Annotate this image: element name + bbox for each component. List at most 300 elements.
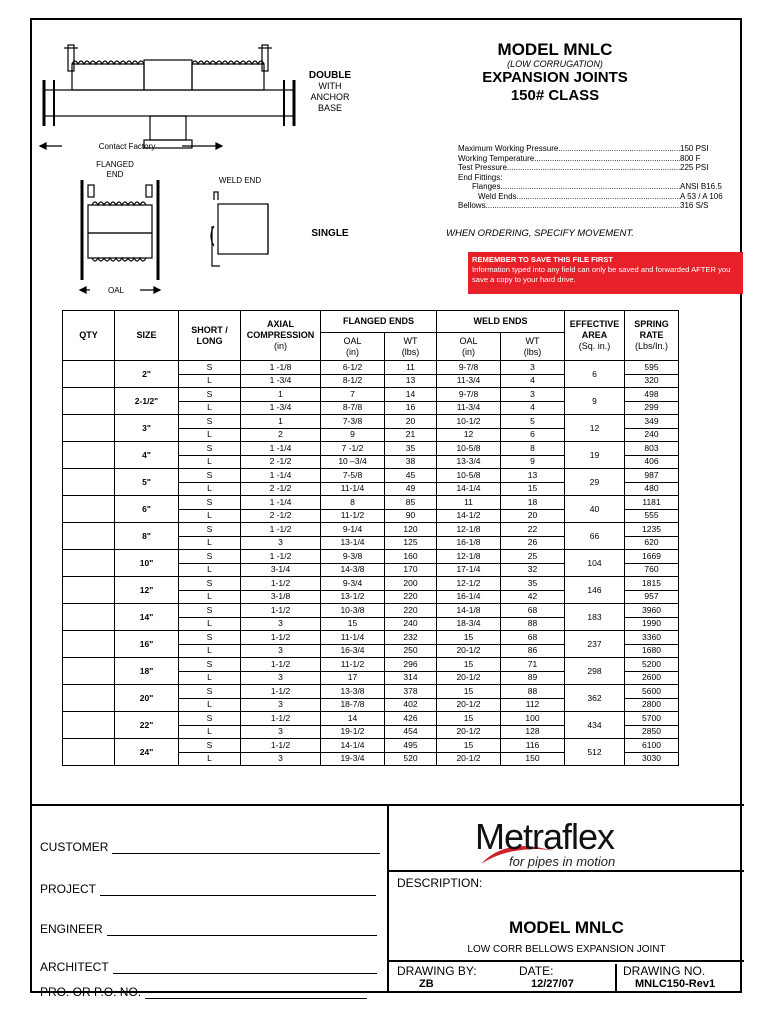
weld-wt-cell: 86 (501, 644, 565, 658)
end-text: END (106, 170, 124, 179)
flanged-oal-cell: 16-3/4 (321, 644, 385, 658)
flanged-wt-cell: 200 (385, 577, 437, 591)
area-cell: 362 (565, 685, 625, 712)
flanged-wt-cell: 160 (385, 550, 437, 564)
weld-oal-cell: 10-5/8 (437, 442, 501, 456)
qty-cell (63, 415, 115, 442)
spec-label: Working Temperature (458, 153, 535, 163)
engineer-field (40, 922, 377, 936)
axial-cell: 3 (241, 725, 321, 739)
flanged-oal-cell: 9 (321, 428, 385, 442)
spec-row (458, 201, 738, 211)
description-text: LOW CORR BELLOWS EXPANSION JOINT (467, 944, 666, 955)
flanged-wt-cell: 378 (385, 685, 437, 699)
weld-wt-cell: 128 (501, 725, 565, 739)
size-cell: 22" (115, 712, 179, 739)
description-block (389, 874, 744, 962)
weld-oal-cell: 15 (437, 712, 501, 726)
short-long-cell: L (179, 536, 241, 550)
table-row (63, 388, 679, 402)
flanged-oal-cell: 7-5/8 (321, 469, 385, 483)
oal-unit: (in) (462, 346, 475, 357)
customer-field (40, 840, 380, 854)
weld-wt-cell: 13 (501, 469, 565, 483)
spring-rate-cell: 5200 (625, 658, 679, 672)
weld-wt-cell: 26 (501, 536, 565, 550)
size-cell: 2" (115, 361, 179, 388)
short-long-cell: S (179, 712, 241, 726)
spring-rate-cell: 987 (625, 469, 679, 483)
short-long-cell: L (179, 752, 241, 766)
project-input[interactable] (100, 884, 376, 896)
flanged-wt-cell: 13 (385, 374, 437, 388)
weld-oal-cell: 10-5/8 (437, 469, 501, 483)
axial-cell: 1 (241, 415, 321, 429)
flanged-oal-cell: 14-3/8 (321, 563, 385, 577)
flanged-wt-cell: 20 (385, 415, 437, 429)
description-model: MODEL MNLC (509, 918, 624, 937)
col-weld-ends: WELD ENDS (437, 311, 565, 333)
with-text: WITH (318, 81, 342, 91)
area-cell: 40 (565, 496, 625, 523)
flanged-oal-cell: 13-1/4 (321, 536, 385, 550)
weld-oal-cell: 14-1/2 (437, 509, 501, 523)
short-long-cell: L (179, 590, 241, 604)
weld-wt-cell: 18 (501, 496, 565, 510)
axial-cell: 1-1/2 (241, 604, 321, 618)
flanged-wt-cell: 35 (385, 442, 437, 456)
ordering-note: WHEN ORDERING, SPECIFY MOVEMENT. (446, 228, 634, 239)
axial-cell: 3 (241, 536, 321, 550)
weld-oal-cell: 9-7/8 (437, 361, 501, 375)
size-cell: 5" (115, 469, 179, 496)
flanged-wt-cell: 495 (385, 739, 437, 753)
title-block (450, 40, 660, 105)
spring-rate-cell: 498 (625, 388, 679, 402)
weld-oal-cell: 12-1/2 (437, 577, 501, 591)
axial-cell: 2 -1/2 (241, 509, 321, 523)
weld-wt-cell: 42 (501, 590, 565, 604)
drawing-number-label: DRAWING NO. (623, 964, 706, 978)
axial-cell: 1 -1/4 (241, 496, 321, 510)
short-long-cell: S (179, 604, 241, 618)
short-long-cell: S (179, 523, 241, 537)
short-long-cell: S (179, 577, 241, 591)
spec-row (458, 173, 738, 183)
area-cell: 6 (565, 361, 625, 388)
col-flanged-oal (321, 333, 385, 361)
spring-rate-cell: 2600 (625, 671, 679, 685)
short-long-cell: L (179, 455, 241, 469)
flanged-oal-cell: 9-3/4 (321, 577, 385, 591)
qty-cell (63, 469, 115, 496)
weld-wt-cell: 25 (501, 550, 565, 564)
weld-oal-cell: 16-1/8 (437, 536, 501, 550)
spring-rate-cell: 1680 (625, 644, 679, 658)
weld-wt-cell: 4 (501, 374, 565, 388)
qty-cell (63, 658, 115, 685)
size-cell: 10" (115, 550, 179, 577)
weld-wt-cell: 22 (501, 523, 565, 537)
spec-value: 150 PSI (680, 144, 709, 153)
spec-row (458, 182, 738, 192)
weld-wt-cell: 68 (501, 631, 565, 645)
qty-cell (63, 388, 115, 415)
spec-label: Maximum Working Pressure (458, 144, 559, 153)
flanged-oal-cell: 11-1/4 (321, 631, 385, 645)
col-spring-rate (625, 311, 679, 361)
spring-rate-cell: 555 (625, 509, 679, 523)
spring-rate-cell: 5600 (625, 685, 679, 699)
table-row (63, 712, 679, 726)
wt-unit: (lbs) (401, 346, 420, 357)
double-text: DOUBLE (308, 70, 352, 81)
spring-unit: (Lbs/In.) (634, 341, 668, 351)
title-line-1: EXPANSION JOINTS (482, 69, 628, 86)
col-flanged-ends: FLANGED ENDS (321, 311, 437, 333)
weld-oal-cell: 11-3/4 (437, 374, 501, 388)
spring-rate-cell: 6100 (625, 739, 679, 753)
short-long-cell: S (179, 469, 241, 483)
dimensions-table (62, 310, 679, 766)
spec-row (458, 192, 738, 202)
flanged-wt-cell: 90 (385, 509, 437, 523)
technical-drawings (32, 20, 472, 310)
drawing-number (623, 964, 741, 993)
flanged-oal-cell: 8 (321, 496, 385, 510)
qty-cell (63, 604, 115, 631)
weld-oal-cell: 14-1/4 (437, 482, 501, 496)
flanged-wt-cell: 250 (385, 644, 437, 658)
spring-rate-cell: 480 (625, 482, 679, 496)
short-long-cell: S (179, 550, 241, 564)
axial-cell: 3-1/4 (241, 563, 321, 577)
axial-cell: 1 -1/4 (241, 469, 321, 483)
axial-cell: 3 (241, 752, 321, 766)
col-axial (241, 311, 321, 361)
drawing-sheet (30, 18, 742, 999)
weld-wt-cell: 15 (501, 482, 565, 496)
area-cell: 512 (565, 739, 625, 766)
engineer-input[interactable] (107, 924, 377, 936)
table-row (63, 361, 679, 375)
qty-cell (63, 577, 115, 604)
customer-label: CUSTOMER (40, 840, 109, 854)
spring-rate-cell: 1669 (625, 550, 679, 564)
flanged-oal-cell: 9-3/8 (321, 550, 385, 564)
weld-wt-cell: 9 (501, 455, 565, 469)
spec-value: 316 S/S (680, 201, 709, 210)
axial-cell: 1-1/2 (241, 577, 321, 591)
area-cell: 434 (565, 712, 625, 739)
drawing-number-value: MNLC150-Rev1 (635, 978, 716, 990)
flanged-oal-cell: 7 (321, 388, 385, 402)
qty-cell (63, 523, 115, 550)
weld-oal-cell: 20-1/2 (437, 671, 501, 685)
flanged-wt-cell: 125 (385, 536, 437, 550)
area-cell: 298 (565, 658, 625, 685)
flanged-wt-cell: 232 (385, 631, 437, 645)
axial-cell: 3-1/8 (241, 590, 321, 604)
spring-rate-cell: 1815 (625, 577, 679, 591)
area-cell: 12 (565, 415, 625, 442)
spec-value: A 53 / A 106 (680, 191, 723, 201)
engineer-label: ENGINEER (40, 922, 103, 936)
size-cell: 6" (115, 496, 179, 523)
qty-cell (63, 712, 115, 739)
flanged-oal-cell: 9-1/4 (321, 523, 385, 537)
spring-rate-cell: 406 (625, 455, 679, 469)
weld-oal-cell: 20-1/2 (437, 644, 501, 658)
flanged-oal-cell: 13-3/8 (321, 685, 385, 699)
col-flanged-wt (385, 333, 437, 361)
size-cell: 16" (115, 631, 179, 658)
base-text: BASE (317, 103, 342, 113)
weld-wt-cell: 20 (501, 509, 565, 523)
weld-oal-cell: 15 (437, 658, 501, 672)
col-effective-area (565, 311, 625, 361)
flanged-oal-cell: 11-1/2 (321, 509, 385, 523)
spring-rate-cell: 299 (625, 401, 679, 415)
save-notice-heading: REMEMBER TO SAVE THIS FILE FIRST (472, 255, 614, 264)
size-cell: 14" (115, 604, 179, 631)
spec-value: ANSI B16.5 (680, 182, 722, 191)
table-row (63, 496, 679, 510)
table-row (63, 685, 679, 699)
architect-input[interactable] (113, 962, 377, 974)
weld-oal-cell: 12 (437, 428, 501, 442)
short-long-cell: L (179, 374, 241, 388)
project-field (40, 882, 376, 896)
drawinfo-divider (615, 964, 617, 993)
weld-oal-cell: 15 (437, 685, 501, 699)
customer-input[interactable] (112, 842, 380, 854)
date-value: 12/27/07 (531, 978, 574, 990)
spring-rate-cell: 957 (625, 590, 679, 604)
weld-oal-cell: 15 (437, 631, 501, 645)
flanged-oal-cell: 10-3/8 (321, 604, 385, 618)
spring-rate-cell: 5700 (625, 712, 679, 726)
flanged-wt-cell: 314 (385, 671, 437, 685)
flanged-wt-cell: 170 (385, 563, 437, 577)
wt-text: WT (525, 335, 540, 346)
short-long-cell: S (179, 685, 241, 699)
weld-oal-cell: 16-1/4 (437, 590, 501, 604)
area-cell: 104 (565, 550, 625, 577)
wt-unit: (lbs) (523, 346, 542, 357)
area-cell: 146 (565, 577, 625, 604)
area-cell: 66 (565, 523, 625, 550)
flanged-oal-cell: 7 -1/2 (321, 442, 385, 456)
project-label: PROJECT (40, 882, 97, 896)
short-long-cell: L (179, 428, 241, 442)
flanged-wt-cell: 220 (385, 604, 437, 618)
qty-cell (63, 685, 115, 712)
drawing-info (389, 964, 744, 993)
weld-wt-cell: 68 (501, 604, 565, 618)
flanged-wt-cell: 402 (385, 698, 437, 712)
flanged-wt-cell: 38 (385, 455, 437, 469)
short-long-cell: S (179, 388, 241, 402)
axial-cell: 1 -3/4 (241, 401, 321, 415)
axial-cell: 1 -3/4 (241, 374, 321, 388)
weld-oal-cell: 14-1/8 (437, 604, 501, 618)
spring-rate-cell: 3360 (625, 631, 679, 645)
area-cell: 19 (565, 442, 625, 469)
specs-list (458, 144, 738, 211)
short-long-cell: S (179, 442, 241, 456)
oal-label: OAL (107, 286, 124, 295)
drawn-by-label: DRAWING BY: (397, 964, 477, 978)
size-cell: 24" (115, 739, 179, 766)
spec-value: 800 F (680, 153, 701, 163)
flanged-oal-cell: 19-3/4 (321, 752, 385, 766)
short-long-cell: L (179, 482, 241, 496)
wt-text: WT (403, 335, 418, 346)
axial-cell: 1 -1/4 (241, 442, 321, 456)
weld-wt-cell: 112 (501, 698, 565, 712)
axial-cell: 1-1/2 (241, 658, 321, 672)
weld-wt-cell: 5 (501, 415, 565, 429)
po-label: PRO. OR P.O. NO. (40, 985, 142, 999)
date (509, 964, 619, 993)
axial-cell: 1-1/2 (241, 712, 321, 726)
date-label: DATE: (519, 964, 554, 978)
weld-wt-cell: 88 (501, 685, 565, 699)
flanged-oal-cell: 8-1/2 (321, 374, 385, 388)
anchor-text: ANCHOR (310, 92, 350, 102)
axial-cell: 1 -1/2 (241, 523, 321, 537)
axial-cell: 3 (241, 671, 321, 685)
flanged-wt-cell: 296 (385, 658, 437, 672)
size-cell: 20" (115, 685, 179, 712)
description-label: DESCRIPTION: (397, 876, 483, 890)
drawn-by (397, 964, 507, 993)
weld-oal-cell: 12-1/8 (437, 550, 501, 564)
axial-cell: 1 -1/2 (241, 550, 321, 564)
spring-rate-cell: 1181 (625, 496, 679, 510)
flanged-oal-cell: 15 (321, 617, 385, 631)
short-long-cell: L (179, 401, 241, 415)
flanged-wt-cell: 220 (385, 590, 437, 604)
axial-cell: 2 (241, 428, 321, 442)
flanged-wt-cell: 21 (385, 428, 437, 442)
flanged-wt-cell: 14 (385, 388, 437, 402)
spec-label: Bellows (458, 201, 486, 210)
weld-wt-cell: 8 (501, 442, 565, 456)
short-long-cell: L (179, 563, 241, 577)
spec-label: End Fittings: (458, 172, 503, 182)
weld-wt-cell: 89 (501, 671, 565, 685)
spring-rate-cell: 1990 (625, 617, 679, 631)
short-long-cell: L (179, 644, 241, 658)
weld-oal-cell: 15 (437, 739, 501, 753)
table-row (63, 550, 679, 564)
size-cell: 12" (115, 577, 179, 604)
axial-cell: 1 (241, 388, 321, 402)
qty-cell (63, 361, 115, 388)
short-long-cell: S (179, 415, 241, 429)
qty-cell (63, 442, 115, 469)
weld-oal-cell: 13-3/4 (437, 455, 501, 469)
weld-oal-cell: 20-1/2 (437, 725, 501, 739)
weld-oal-cell: 17-1/4 (437, 563, 501, 577)
short-long-cell: S (179, 631, 241, 645)
company-logo (389, 806, 744, 872)
table-row (63, 442, 679, 456)
axial-cell: 1 -1/8 (241, 361, 321, 375)
spring-rate-cell: 620 (625, 536, 679, 550)
short-long-cell: S (179, 361, 241, 375)
spec-row (458, 144, 738, 154)
flanged-oal-cell: 17 (321, 671, 385, 685)
qty-cell (63, 550, 115, 577)
table-row (63, 415, 679, 429)
flanged-wt-cell: 16 (385, 401, 437, 415)
flanged-wt-cell: 49 (385, 482, 437, 496)
title-block-bottom (32, 804, 744, 999)
qty-cell (63, 631, 115, 658)
oal-text: OAL (459, 335, 478, 346)
spring-rate-cell: 1235 (625, 523, 679, 537)
weld-wt-cell: 32 (501, 563, 565, 577)
axial-cell: 3 (241, 617, 321, 631)
weld-oal-cell: 20-1/2 (437, 698, 501, 712)
drawn-by-value: ZB (419, 978, 434, 990)
col-short-long: SHORT / LONG (179, 311, 241, 361)
spec-label: Test Pressure (458, 163, 507, 172)
spring-rate-cell: 2800 (625, 698, 679, 712)
area-header-text: EFFECTIVE AREA (569, 319, 620, 340)
axial-cell: 3 (241, 644, 321, 658)
short-long-cell: L (179, 671, 241, 685)
short-long-cell: L (179, 698, 241, 712)
flanged-wt-cell: 85 (385, 496, 437, 510)
col-qty: QTY (63, 311, 115, 361)
short-long-cell: S (179, 658, 241, 672)
weld-oal-cell: 18-3/4 (437, 617, 501, 631)
table-row (63, 577, 679, 591)
weld-wt-cell: 116 (501, 739, 565, 753)
contact-factory-label: Contact Factory (98, 142, 156, 151)
flanged-wt-cell: 120 (385, 523, 437, 537)
weld-oal-cell: 11 (437, 496, 501, 510)
flanged-oal-cell: 10 –3/4 (321, 455, 385, 469)
spring-header-text: SPRING RATE (634, 319, 669, 340)
size-cell: 2-1/2" (115, 388, 179, 415)
area-cell: 9 (565, 388, 625, 415)
flanged-oal-cell: 19-1/2 (321, 725, 385, 739)
po-input[interactable] (145, 987, 367, 999)
save-notice (468, 252, 743, 294)
flanged-wt-cell: 426 (385, 712, 437, 726)
table-row (63, 523, 679, 537)
axial-cell: 3 (241, 698, 321, 712)
weld-wt-cell: 3 (501, 361, 565, 375)
table-row (63, 631, 679, 645)
axial-cell: 2 -1/2 (241, 482, 321, 496)
flanged-wt-cell: 240 (385, 617, 437, 631)
spring-rate-cell: 3030 (625, 752, 679, 766)
logo-wordmark: Metraflex (475, 816, 615, 857)
flanged-oal-cell: 14-1/4 (321, 739, 385, 753)
table-row (63, 604, 679, 618)
spec-label: Weld Ends (478, 191, 517, 201)
weld-wt-cell: 88 (501, 617, 565, 631)
spring-rate-cell: 760 (625, 563, 679, 577)
spec-row (458, 154, 738, 164)
spring-rate-cell: 3960 (625, 604, 679, 618)
